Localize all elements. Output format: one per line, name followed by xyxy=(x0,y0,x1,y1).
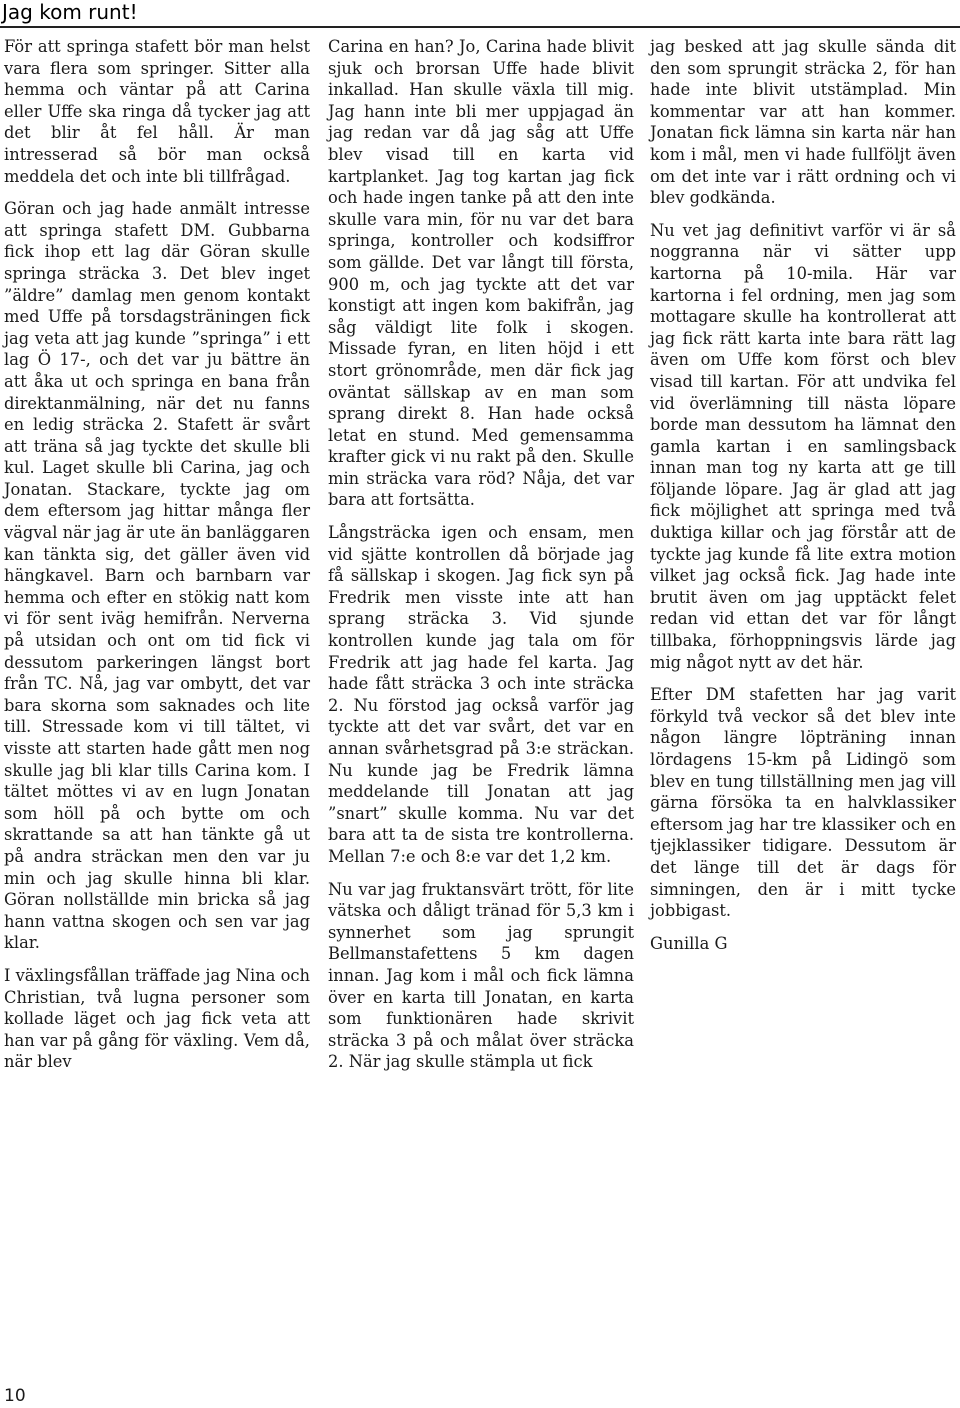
paragraph: Långsträcka igen och ensam, men vid sjätte kontrollen då började jag få sällskap i skogen. Jag fick syn på Fredrik men visste inte att han sprang sträcka 3. Vid sjunde kontrollen kunde jag tala om för Fredrik att jag hade fel karta. Jag hade fått sträcka 3 och inte sträcka 2. Nu förstod jag också varför jag tyckte att det var svårt, det var en annan svårhetsgrad på 3:e sträckan. Nu kunde jag be Fredrik lämna meddelande till Jonatan att jag ”snart” skulle komma. Nu var det bara att ta de sista tre kontrollerna. Mellan 7:e och 8:e var det 1,2 km. xyxy=(328,523,634,866)
paragraph: Göran och jag hade anmält intresse att springa stafett DM. Gubbarna fick ihop ett lag där Göran skulle springa sträcka 3. Det blev inget ”äldre” damlag men genom kontakt med Uffe på torsdagsträningen fick jag veta att jag kunde ”springa” i ett lag Ö 17-, och det var ju bättre än att åka ut och springa en bana från direktanmälning, när det nu fanns en ledig sträcka 2. Stafett är svårt att träna så jag tyckte det skulle bli kul. Laget skulle bli Carina, jag och Jonatan. Stackare, tyckte jag om dem eftersom jag hittar många fler vägval när jag är ute än banläggaren kan tänkta sig, det gäller även vid hängkavel. Barn och barnbarn var hemma och efter en stökig natt kom vi för sent iväg hemifrån. Nerverna på utsidan och ont om tid fick vi dessutom parkeringen längst bort från TC. Nå, jag var ombytt, det var bara skorna som saknades och lite till. Stressade kom vi till tältet, vi visste att starten hade gått men nog skulle jag bli klar tills Carina kom. I tältet möttes vi av en lugn Jonatan som höll på och bytte om och skrattande sa att han tänkte gå ut på andra sträckan men den var ju min och jag skulle hinna bli klar. Göran nollställde min bricka så jag hann vattna skogen och sen var jag klar. xyxy=(4,199,310,953)
page-number: 10 xyxy=(4,1386,26,1406)
paragraph: Nu vet jag definitivt varför vi är så noggranna när vi sätter upp kartorna på 10-mila. Här var kartorna i fel ordning, men jag som mottagare skulle ha kontrollerat att jag fick rätt karta inte bara rätt lag även om Uffe kom först och blev visad till kartan. För att undvika fel vid överlämning till nästa löpare borde man dessutom ha lämnat den gamla kartan i en samlingsback innan man tog ny karta att ge till följande löpare. Jag är glad att jag fick möjlighet att springa med två duktiga killar och jag förstår att de tyckte jag kunde få lite extra motion vilket jag också fick. Jag hade inte brutit även om jag upptäckt felet redan vid ettan det var för långt tillbaka, förhoppningsvis lärde jag mig något nytt av det här. xyxy=(650,220,956,672)
article-column-3 xyxy=(650,36,956,965)
article-column-2 xyxy=(328,36,634,1084)
article-column-1 xyxy=(4,36,310,1084)
article-title: Jag kom runt! xyxy=(2,0,138,24)
title-divider xyxy=(0,26,960,28)
paragraph: Nu var jag fruktansvärt trött, för lite vätska och dåligt tränad för 5,3 km i synnerhet som jag sprungit Bellmanstafettens 5 km dagen innan. Jag kom i mål och fick lämna över en karta till Jonatan, en karta som funktionären hade skrivit sträcka 3 på och målat över sträcka 2. När jag skulle stämpla ut fick xyxy=(328,879,634,1072)
paragraph: jag besked att jag skulle sända dit den som sprungit sträcka 2, för han hade inte blivit utstämplad. Min kommentar var att han kommer. Jonatan fick lämna sin karta när han kom i mål, men vi hade fullföljt även om det inte var i rätt ordning och vi blev godkända. xyxy=(650,37,956,208)
paragraph: För att springa stafett bör man helst vara flera som springer. Sitter alla hemma och väntar på att Carina eller Uffe ska ringa då tycker jag att det blir åt fel håll. Är man intresserad så bör man också meddela det och inte bli tillfrågad. xyxy=(4,37,310,186)
paragraph: Carina en han? Jo, Carina hade blivit sjuk och brorsan Uffe hade blivit inkallad. Han skulle växla till mig. Jag hann inte bli mer uppjagad än jag redan var då jag såg att Uffe blev visad till en karta vid kartplanket. Jag tog kartan jag fick och hade ingen tanke på att den inte skulle vara min, för nu var det bara springa, kontroller och kodsiffror som gällde. Det var långt till första, 900 m, och jag tyckte att det var konstigt att ingen kom bakifrån, jag såg väldigt lite folk i skogen. Missade fyran, en liten höjd i ett stort grönområde, men där fick jag oväntat sällskap av en man som sprang direkt 8. Han hade också letat en stund. Med gemensamma krafter gick vi nu rakt på den. Skulle min sträcka vara röd? Nåja, det var bara att fortsätta. xyxy=(328,37,634,510)
paragraph: I växlingsfållan träffade jag Nina och Christian, två lugna personer som kollade läget och jag fick veta att han var på gång för växling. Vem då, när blev xyxy=(4,965,311,1072)
paragraph: Efter DM stafetten har jag varit förkyld två veckor så det blev inte någon längre löpträning innan lördagens 15-km på Lidingö som blev en tung tillställning men jag vill gärna försöka ta en halvklassiker eftersom jag har tre klassiker och en tjejklassiker tidigare. Dessutom är det länge till det är dags för simningen, den är i mitt tycke jobbigast. xyxy=(650,685,956,921)
author-signature: Gunilla G xyxy=(650,933,728,953)
